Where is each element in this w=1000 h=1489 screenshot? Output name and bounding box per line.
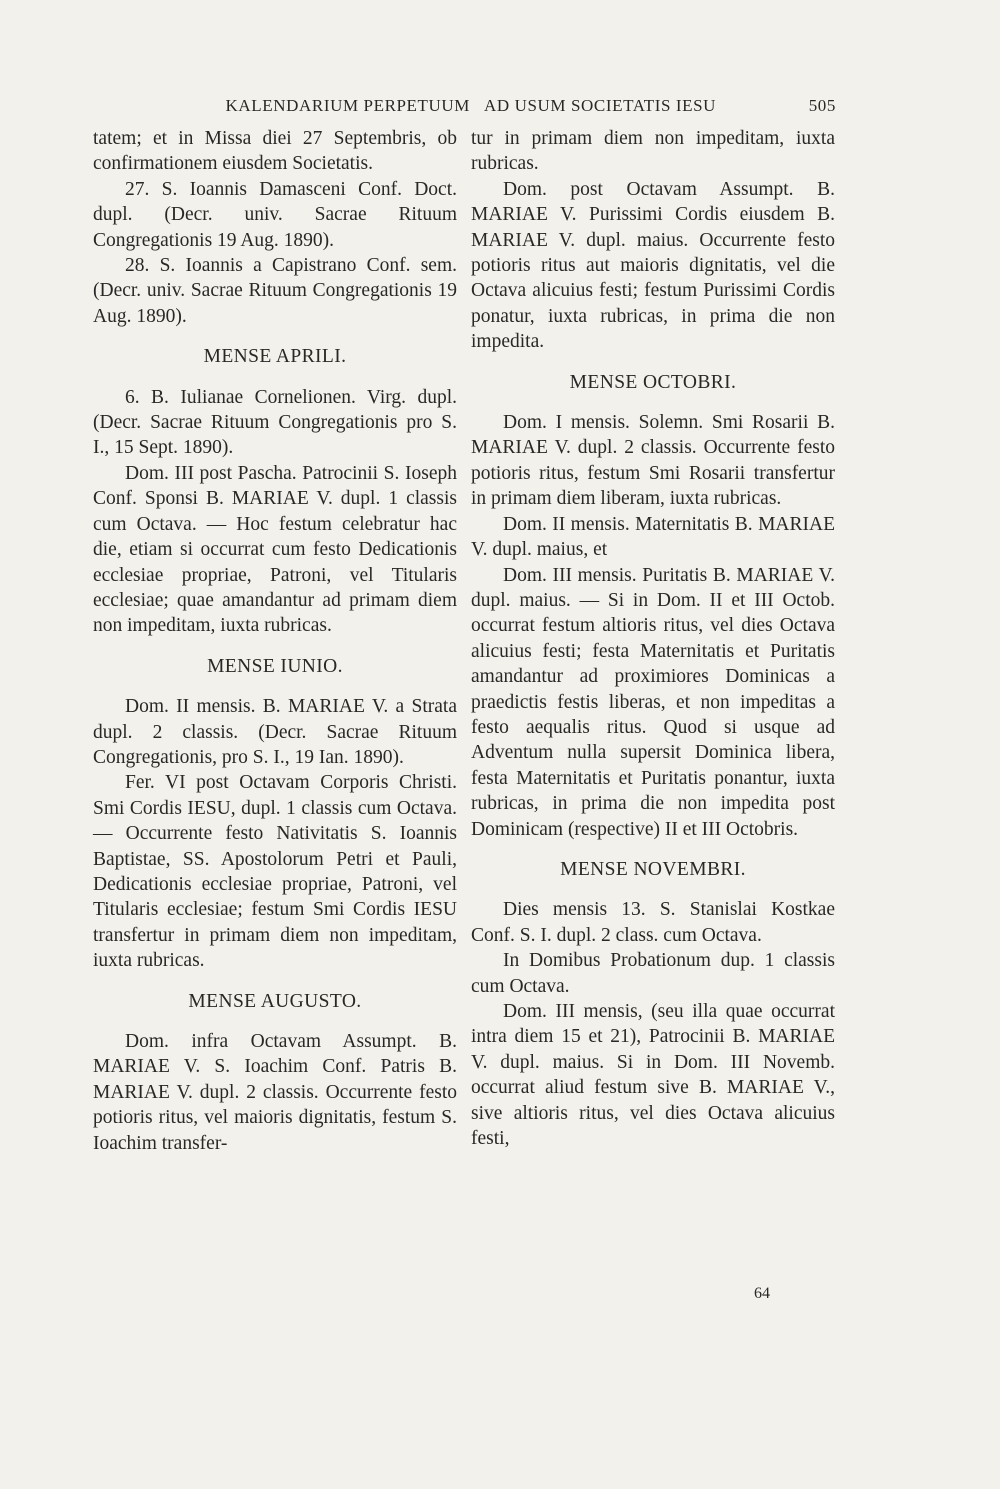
running-header — [188, 96, 836, 116]
continued-paragraph: tur in primam diem non impeditam, iuxta rubricas. — [471, 128, 835, 175]
paragraph: Dom. III post Pascha. Patrocinii S. Ioseph Conf. Sponsi B. MARIAE V. dupl. 1 classis cum Octava. — Hoc festum celebratur hac die, etiam si occurrat cum festo Dedicationis ecclesiae propriae, Patroni, vel Titularis ecclesiae; quae amandantur ad primam diem non impeditam, iuxta rubricas. — [93, 462, 457, 637]
paragraph: Dies mensis 13. S. Stanislai Kostkae Conf. S. I. dupl. 2 class. cum Octava. — [471, 899, 835, 946]
header-left: KALENDARIUM PERPETUUM — [225, 96, 470, 115]
section-heading: MENSE OCTOBRI. — [569, 371, 737, 393]
section-heading: MENSE NOVEMBRI. — [560, 858, 746, 880]
paragraph: Dom. post Octavam Assumpt. B. MARIAE V. Purissimi Cordis eiusdem B. MARIAE V. dupl. maius. Occurrente festo potioris ritus aut maioris dignitatis, vel die Octava alicuius festi; festum Purissimi Cordis ponatur, iuxta rubricas, in prima die non impedita. — [471, 178, 835, 353]
header-right: AD USUM SOCIETATIS IESU — [484, 96, 717, 115]
paragraph: Dom. II mensis. Maternitatis B. MARIAE V. dupl. maius, et — [471, 513, 835, 561]
right-column — [471, 126, 835, 1151]
page-number: 505 — [808, 96, 836, 115]
paragraph: In Domibus Probationum dup. 1 classis cum Octava. — [471, 950, 835, 997]
paragraph: Dom. III mensis. Puritatis B. MARIAE V. dupl. maius. — Si in Dom. II et III Octob. occurrat festum altioris ritus, vel dies Octava alicuius festi; festa Maternitatis et Puritatis amandantur ad proximiores Dominicas a praedictis festis liberas, et non impeditas a festo aequalis ritus. Quod si usque ad Adventum nulla supersit Dominica libera, festa Maternitatis et Puritatis ponantur, iuxta rubricas, in prima die non impedita post Dominicam (respective) II et III Octobris. — [471, 564, 835, 840]
section-heading: MENSE IUNIO. — [207, 655, 343, 677]
paragraph: 28. S. Ioannis a Capistrano Conf. sem. (Decr. univ. Sacrae Rituum Congregationis 19 Aug. 1890). — [93, 255, 457, 327]
paragraph: 27. S. Ioannis Damasceni Conf. Doct. dupl. (Decr. univ. Sacrae Rituum Congregationis 19 Aug. 1890). — [93, 178, 457, 251]
signature-mark: 64 — [754, 1285, 770, 1302]
left-column — [93, 126, 457, 1156]
paragraph: Fer. VI post Octavam Corporis Christi. Smi Cordis IESU, dupl. 1 classis cum Octava. — Occurrente festo Nativitatis S. Ioannis Baptistae, SS. Apostolorum Petri et Pauli, Dedicationis ecclesiae propriae, Patroni, vel Titularis ecclesiae; festum Smi Cordis IESU transfertur in primam diem non impeditam, iuxta rubricas. — [93, 772, 457, 972]
continued-paragraph: tatem; et in Missa diei 27 Septembris, ob confirmationem eiusdem Societatis. — [93, 128, 457, 175]
paragraph: Dom. II mensis. B. MARIAE V. a Strata dupl. 2 classis. (Decr. Sacrae Rituum Congregationis, pro S. I., 19 Ian. 1890). — [93, 696, 457, 768]
section-heading: MENSE APRILI. — [203, 346, 347, 368]
paragraph: Dom. III mensis, (seu illa quae occurrat intra diem 15 et 21), Patrocinii B. MARIAE V. dupl. maius. Si in Dom. III Novemb. occurrat aliud festum sive B. MARIAE V., sive altioris ritus, vel dies Octava alicuius festi, — [471, 1001, 835, 1150]
section-heading: MENSE AUGUSTO. — [188, 990, 362, 1012]
paragraph: Dom. infra Octavam Assumpt. B. MARIAE V. S. Ioachim Conf. Patris B. MARIAE V. dupl. 2 classis. Occurrente festo potioris ritus, vel maioris dignitatis, festum S. Ioachim transfer- — [93, 1031, 457, 1154]
paragraph: 6. B. Iulianae Cornelionen. Virg. dupl. (Decr. Sacrae Rituum Congregationis pro S. I., 15 Sept. 1890). — [93, 386, 457, 459]
paragraph: Dom. I mensis. Solemn. Smi Rosarii B. MARIAE V. dupl. 2 classis. Occurrente festo potioris ritus, festum Smi Rosarii transfertur in primam diem liberam, iuxta rubricas. — [471, 412, 835, 510]
